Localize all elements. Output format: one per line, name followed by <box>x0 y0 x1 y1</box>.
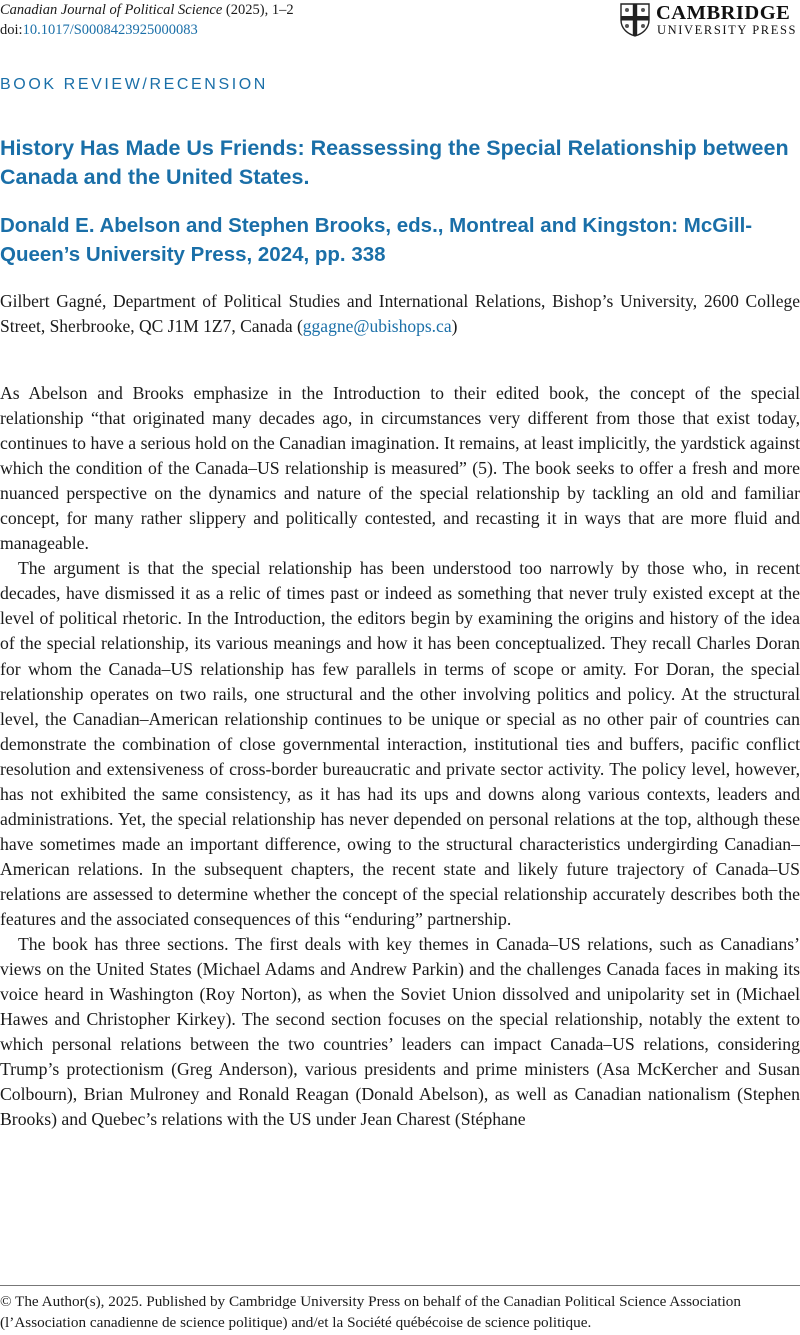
journal-citation <box>0 0 294 20</box>
journal-name: Canadian Journal of Political Science <box>0 2 223 18</box>
logo-line2: UNIVERSITY PRESS <box>657 23 798 37</box>
journal-header <box>0 0 294 40</box>
logo-line1: CAMBRIDGE <box>656 2 791 24</box>
doi-link[interactable]: 10.1017/S0008423925000083 <box>22 22 198 38</box>
book-info: Donald E. Abelson and Stephen Brooks, eds., Montreal and Kingston: McGill-Queen’s University Press, 2024, pp. 338 <box>0 214 753 266</box>
publisher-logo <box>620 3 800 39</box>
body-paragraph: As Abelson and Brooks emphasize in the Introduction to their edited book, the concept of the special relationship “that originated many decades ago, in circumstances very different from those that exist today, continues to have a serious hold on the Canadian imagination. It remains, at least implicitly, the yardstick against which the condition of the Canada–US relationship is measured” (5). The book seeks to offer a fresh and more nuanced perspective on the dynamics and nature of the special relationship by tackling an old and familiar concept, for many rather slippery and politically contested, and recasting it in ways that are more fluid and manageable. <box>0 383 800 554</box>
body-paragraph: The book has three sections. The first deals with key themes in Canada–US relations, such as Canadians’ views on the United States (Michael Adams and Andrew Parkin) and the challenges Canada faces in making its voice heard in Washington (Roy Norton), as when the Soviet Union dissolved and unipolarity set in (Michael Hawes and Christopher Kirkey). The second section focuses on the special relationship, notably the extent to which personal relations between the two countries’ leaders can impact Canada–US relations, considering Trump’s protectionism (Greg Anderson), various presidents and prime ministers (Asa McKercher and Susan Colbourn), Brian Mulroney and Ronald Reagan (Donald Abelson), as well as Canadian nationalism (Stephen Brooks) and Quebec’s relations with the US under Jean Charest (Stéphane <box>0 934 800 1130</box>
reviewer-text: Gilbert Gagné, Department of Political Studies and International Relations, Bishop’s University, 2600 College Street, Sherbrooke, QC J1M 1Z7, Canada ( <box>0 291 800 336</box>
copyright-footer: © The Author(s), 2025. Published by Cambridge University Press on behalf of the Canadian Political Science Association (l’Association canadienne de science politique) and/et la Société québécoise de science politique. <box>0 1293 741 1331</box>
reviewer-affiliation <box>0 289 800 339</box>
doi-line <box>0 20 294 40</box>
footer-divider <box>0 1285 800 1286</box>
article-body <box>0 381 800 1132</box>
doi-prefix: doi: <box>0 22 23 38</box>
reviewer-email-link[interactable]: ggagne@ubishops.ca <box>302 316 452 336</box>
journal-year-pages: (2025), 1–2 <box>222 2 294 18</box>
section-label: BOOK REVIEW/RECENSION <box>0 76 268 93</box>
body-paragraph: The argument is that the special relationship has been understood too narrowly by those who, in recent decades, have dismissed it as a relic of times past or indeed as something that never truly existed except at the level of political rhetoric. In the Introduction, the editors begin by examining the origins and history of the idea of the special relationship, its various meanings and how it has been conceptualized. They recall Charles Doran for whom the Canada–US relationship has few parallels in terms of scope or amity. For Doran, the special relationship operates on two rails, one structural and the other involving politics and policy. At the structural level, the Canadian–American relationship continues to be unique or special as no other pair of countries can demonstrate the combination of close governmental interaction, institutional ties and buffers, pacific conflict resolution and extensiveness of cross-border bureaucratic and private sector activity. The policy level, however, has not exhibited the same consistency, as it has had its ups and downs along various contexts, leaders and administrations. Yet, the special relationship has never depended on personal relations at the top, although these have sometimes made an important difference, owing to the structural characteristics undergirding Canadian–American relations. In the subsequent chapters, the recent state and likely future trajectory of Canada–US relations are assessed to determine whether the concept of the special relationship accurately describes both the features and the associated consequences of this “enduring” partnership. <box>0 558 800 929</box>
article-title: History Has Made Us Friends: Reassessing the Special Relationship between Canada and the United States. <box>0 136 789 189</box>
reviewer-close: ) <box>451 316 458 336</box>
shield-icon <box>620 3 650 37</box>
